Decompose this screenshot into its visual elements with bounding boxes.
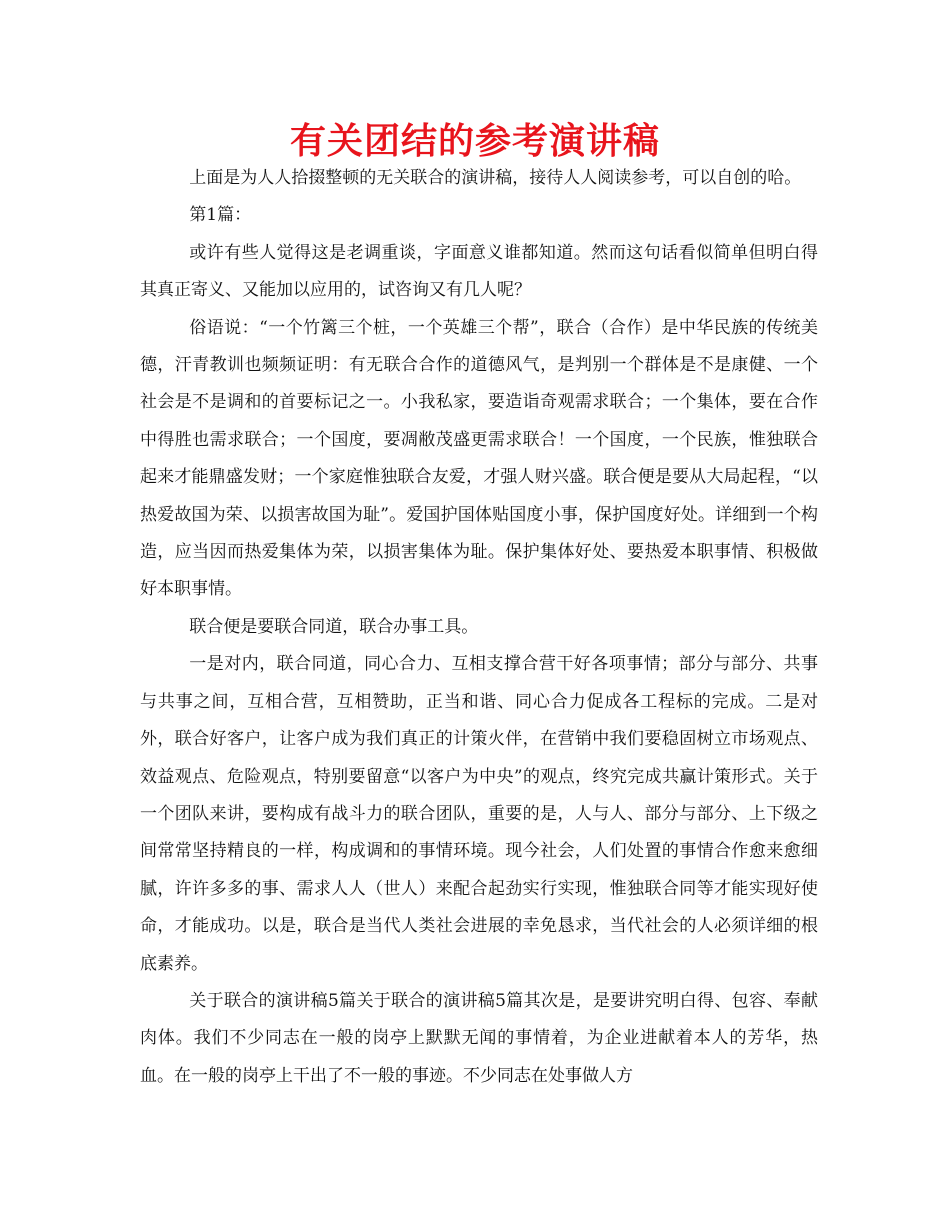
paragraph: 联合便是要联合同道，联合办事工具。 bbox=[189, 616, 479, 637]
document-title: 有关团结的参考演讲稿 bbox=[289, 121, 660, 162]
paragraph-section-heading: 第1篇： bbox=[189, 205, 252, 226]
paragraph: 俗语说：“一个竹篱三个桩，一个英雄三个帮”，联合（合作）是中华民族的传统美德，汗青教训也频频证明：有无联合合作的道德风气，是判别一个群体是不是康健、一个社会是不是调和的首要标记之一。小我私家，要造诣奇观需求联合；一个集体，要在合作中得胜也需求联合；一个国度，要凋敝茂盛更需求联合！一个国度，一个民族，惟独联合起来才能鼎盛发财；一个家庭惟独联合友爱，才强人财兴盛。联合便是要从大局起程，“以热爱故国为荣、以损害故国为耻”。爱国护国体贴国度小事，保护国度好处。详细到一个构造，应当因而热爱集体为荣，以损害集体为耻。保护集体好处、要热爱本职事情、积极做好本职事情。 bbox=[140, 317, 818, 600]
paragraph-intro: 上面是为人人拾掇整顿的无关联合的演讲稿，接待人人阅读参考，可以自创的哈。 bbox=[189, 168, 802, 188]
paragraph: 或许有些人觉得这是老调重谈，字面意义谁都知道。然而这句话看似简单但明白得其真正寄义、又能加以应用的，试咨询又有几人呢？ bbox=[140, 242, 818, 301]
paragraph: 一是对内，联合同道，同心合力、互相支撑合营干好各项事情；部分与部分、共事与共事之间，互相合营，互相赞助，正当和谐、同心合力促成各工程标的完成。二是对外，联合好客户，让客户成为我们真正的计策火伴，在营销中我们要稳固树立市场观点、效益观点、危险观点，特别要留意“以客户为中央”的观点，终究完成共赢计策形式。关于一个团队来讲，要构成有战斗力的联合团队，重要的是，人与人、部分与部分、上下级之间常常坚持精良的一样，构成调和的事情环境。现今社会，人们处置的事情合作愈来愈细腻，许许多多的事、需求人人（世人）来配合起劲实行实现，惟独联合同等才能实现好使命，才能成功。以是，联合是当代人类社会进展的幸免恳求，当代社会的人必须详细的根底素养。 bbox=[140, 654, 818, 974]
document-body bbox=[140, 160, 818, 1095]
paragraph: 关于联合的演讲稿5篇关于联合的演讲稿5篇其次是，是要讲究明白得、包容、奉献肉体。我们不少同志在一般的岗亭上默默无闻的事情着，为企业进献着本人的芳华，热血。在一般的岗亭上干出了不一般的事迹。不少同志在处事做人方 bbox=[140, 990, 818, 1086]
